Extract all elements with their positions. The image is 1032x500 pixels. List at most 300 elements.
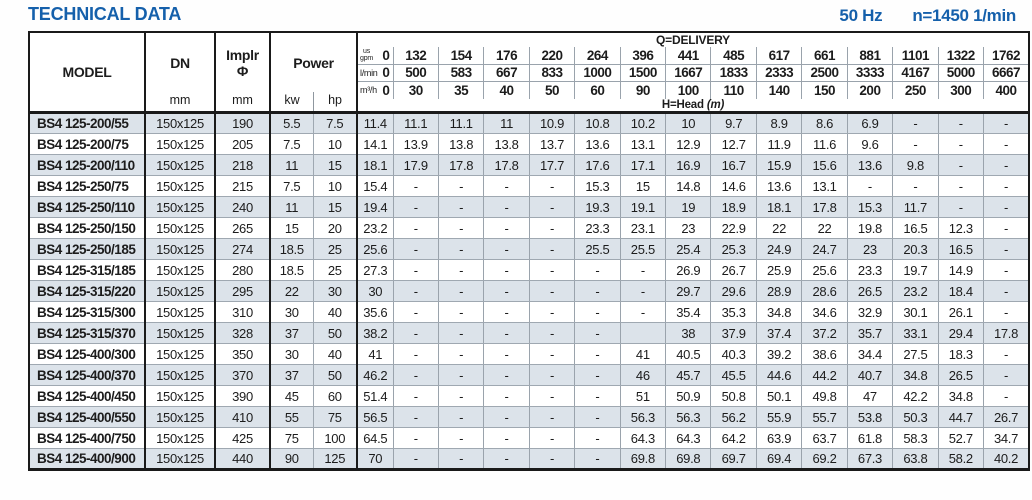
head-cell: - bbox=[393, 449, 438, 470]
head-cell: - bbox=[393, 386, 438, 407]
impeller-header-label: Implr bbox=[226, 46, 259, 63]
kw-cell: 55 bbox=[270, 407, 313, 428]
head-cell: - bbox=[438, 344, 483, 365]
head-cell: - bbox=[393, 176, 438, 197]
head-cell: - bbox=[529, 365, 574, 386]
table-row bbox=[29, 176, 1029, 197]
delivery-col-value: 5000 bbox=[938, 64, 983, 81]
impeller-cell: 205 bbox=[215, 134, 270, 155]
head-cell: 45.7 bbox=[666, 365, 711, 386]
head-cell: 40.3 bbox=[711, 344, 756, 365]
head-cell: 26.7 bbox=[711, 260, 756, 281]
hp-cell: 40 bbox=[313, 344, 357, 365]
head-cell: - bbox=[529, 386, 574, 407]
table-header bbox=[29, 32, 1029, 113]
head-cell: 56.3 bbox=[666, 407, 711, 428]
delivery-col-value: 661 bbox=[802, 47, 847, 64]
head-cell: 26.9 bbox=[666, 260, 711, 281]
model-cell: BS4 125-250/110 bbox=[29, 197, 145, 218]
head-cell: 16.9 bbox=[666, 155, 711, 176]
dn-cell: 150x125 bbox=[145, 134, 215, 155]
head-cell: - bbox=[484, 344, 529, 365]
head-cell: 29.4 bbox=[938, 323, 983, 344]
dn-cell: 150x125 bbox=[145, 386, 215, 407]
head-cell: 25.6 bbox=[357, 239, 393, 260]
head-cell: 56.5 bbox=[357, 407, 393, 428]
head-cell: - bbox=[438, 428, 483, 449]
head-cell: 11.1 bbox=[393, 113, 438, 134]
head-cell: 8.9 bbox=[756, 113, 801, 134]
head-cell: 26.5 bbox=[847, 281, 892, 302]
table-row bbox=[29, 197, 1029, 218]
model-cell: BS4 125-250/75 bbox=[29, 176, 145, 197]
delivery-col-value: 154 bbox=[438, 47, 483, 64]
head-cell: - bbox=[484, 239, 529, 260]
delivery-col-value: 1322 bbox=[938, 47, 983, 64]
delivery-col-value: 833 bbox=[529, 64, 574, 81]
hp-cell: 10 bbox=[313, 176, 357, 197]
delivery-col-value: 300 bbox=[938, 82, 983, 99]
impeller-cell: 350 bbox=[215, 344, 270, 365]
head-cell: 15.4 bbox=[357, 176, 393, 197]
impeller-unit-label: mm bbox=[232, 93, 253, 107]
head-cell: - bbox=[438, 260, 483, 281]
head-cell: - bbox=[393, 365, 438, 386]
head-cell: - bbox=[438, 281, 483, 302]
delivery-col-value: 2333 bbox=[756, 64, 801, 81]
head-cell: 40.2 bbox=[984, 449, 1030, 470]
table-row bbox=[29, 323, 1029, 344]
head-cell: 50.3 bbox=[893, 407, 938, 428]
dn-cell: 150x125 bbox=[145, 113, 215, 134]
delivery-col-value: 60 bbox=[575, 82, 620, 99]
hp-cell: 30 bbox=[313, 281, 357, 302]
head-cell: 37.9 bbox=[711, 323, 756, 344]
hp-cell: 15 bbox=[313, 197, 357, 218]
delivery-col-value: 400 bbox=[984, 82, 1030, 99]
head-cell: - bbox=[575, 386, 620, 407]
delivery-col-value: 132 bbox=[393, 47, 438, 64]
usgpm-unit-label: us gpm bbox=[360, 48, 374, 62]
head-cell: 28.9 bbox=[756, 281, 801, 302]
head-cell: 69.8 bbox=[620, 449, 665, 470]
head-cell: - bbox=[484, 260, 529, 281]
dn-cell: 150x125 bbox=[145, 302, 215, 323]
head-cell: 70 bbox=[357, 449, 393, 470]
head-cell: - bbox=[529, 239, 574, 260]
head-cell: 29.6 bbox=[711, 281, 756, 302]
model-cell: BS4 125-400/900 bbox=[29, 449, 145, 470]
head-cell: 12.3 bbox=[938, 218, 983, 239]
model-cell: BS4 125-400/300 bbox=[29, 344, 145, 365]
head-cell: 64.3 bbox=[666, 428, 711, 449]
head-cell: 41 bbox=[357, 344, 393, 365]
speed-label: n=1450 1/min bbox=[912, 6, 1016, 25]
head-cell: 10.2 bbox=[620, 113, 665, 134]
head-cell: 46 bbox=[620, 365, 665, 386]
head-cell: 35.4 bbox=[666, 302, 711, 323]
delivery-col-value: 264 bbox=[575, 47, 620, 64]
head-cell: - bbox=[529, 260, 574, 281]
head-cell: 26.1 bbox=[938, 302, 983, 323]
head-cell: - bbox=[938, 155, 983, 176]
technical-data-table bbox=[28, 31, 1030, 471]
delivery-col-value: 200 bbox=[847, 82, 892, 99]
model-cell: BS4 125-315/300 bbox=[29, 302, 145, 323]
delivery-col-value: 881 bbox=[847, 47, 892, 64]
head-cell: 33.1 bbox=[893, 323, 938, 344]
head-cell: 16.7 bbox=[711, 155, 756, 176]
head-cell: 19.1 bbox=[620, 197, 665, 218]
table-row bbox=[29, 302, 1029, 323]
delivery-col-value: 35 bbox=[438, 82, 483, 99]
head-cell: 8.6 bbox=[802, 113, 847, 134]
hp-cell: 100 bbox=[313, 428, 357, 449]
impeller-phi-symbol: Φ bbox=[236, 62, 249, 79]
impeller-cell: 215 bbox=[215, 176, 270, 197]
head-cell: 17.1 bbox=[620, 155, 665, 176]
head-cell: - bbox=[575, 281, 620, 302]
head-cell: - bbox=[938, 113, 983, 134]
kw-cell: 22 bbox=[270, 281, 313, 302]
head-cell: - bbox=[393, 239, 438, 260]
delivery-col-value: 110 bbox=[711, 82, 756, 99]
impeller-cell: 410 bbox=[215, 407, 270, 428]
head-cell: 49.8 bbox=[802, 386, 847, 407]
delivery-col-value: 1833 bbox=[711, 64, 756, 81]
head-cell: 15.9 bbox=[756, 155, 801, 176]
head-cell: 67.3 bbox=[847, 449, 892, 470]
dn-header-label: DN bbox=[170, 54, 190, 71]
head-cell: 69.2 bbox=[802, 449, 847, 470]
head-cell: 23.2 bbox=[893, 281, 938, 302]
head-cell: - bbox=[984, 176, 1030, 197]
impeller-cell: 295 bbox=[215, 281, 270, 302]
head-cell: 17.9 bbox=[393, 155, 438, 176]
model-cell: BS4 125-400/550 bbox=[29, 407, 145, 428]
head-cell: 22 bbox=[802, 218, 847, 239]
impeller-cell: 370 bbox=[215, 365, 270, 386]
head-cell: 44.6 bbox=[756, 365, 801, 386]
model-cell: BS4 125-400/370 bbox=[29, 365, 145, 386]
operating-conditions bbox=[839, 6, 1016, 26]
head-cell: 52.7 bbox=[938, 428, 983, 449]
head-cell: - bbox=[529, 407, 574, 428]
table-row bbox=[29, 239, 1029, 260]
head-cell: - bbox=[484, 365, 529, 386]
head-cell: 9.8 bbox=[893, 155, 938, 176]
head-cell: 26.5 bbox=[938, 365, 983, 386]
kw-cell: 37 bbox=[270, 365, 313, 386]
head-cell: 45.5 bbox=[711, 365, 756, 386]
head-cell: 10.8 bbox=[575, 113, 620, 134]
head-cell: 34.8 bbox=[893, 365, 938, 386]
kw-cell: 18.5 bbox=[270, 239, 313, 260]
power-header-label: Power bbox=[293, 54, 334, 71]
head-cell: - bbox=[984, 365, 1030, 386]
kw-cell: 7.5 bbox=[270, 176, 313, 197]
delivery-col-value: 50 bbox=[529, 82, 574, 99]
head-cell: 19.7 bbox=[893, 260, 938, 281]
dn-cell: 150x125 bbox=[145, 365, 215, 386]
lmin-zero-cell bbox=[357, 64, 393, 81]
head-cell: 23.1 bbox=[620, 218, 665, 239]
head-cell: - bbox=[938, 197, 983, 218]
head-cell: 27.3 bbox=[357, 260, 393, 281]
head-cell: - bbox=[984, 197, 1030, 218]
delivery-col-value: 3333 bbox=[847, 64, 892, 81]
head-cell: 44.7 bbox=[938, 407, 983, 428]
head-cell: 69.4 bbox=[756, 449, 801, 470]
delivery-col-value: 441 bbox=[666, 47, 711, 64]
column-header-power bbox=[270, 32, 357, 113]
head-cell: 69.7 bbox=[711, 449, 756, 470]
head-cell: 24.7 bbox=[802, 239, 847, 260]
head-cell: 40.5 bbox=[666, 344, 711, 365]
head-cell: 34.8 bbox=[938, 386, 983, 407]
head-cell: 25.5 bbox=[575, 239, 620, 260]
head-cell: - bbox=[529, 176, 574, 197]
head-cell: 37.2 bbox=[802, 323, 847, 344]
kw-cell: 7.5 bbox=[270, 134, 313, 155]
head-cell: 22 bbox=[756, 218, 801, 239]
m3h-unit-label: m³/h bbox=[360, 85, 377, 96]
delivery-col-value: 1762 bbox=[984, 47, 1030, 64]
impeller-cell: 390 bbox=[215, 386, 270, 407]
kw-cell: 11 bbox=[270, 197, 313, 218]
hp-cell: 25 bbox=[313, 239, 357, 260]
delivery-col-value: 2500 bbox=[802, 64, 847, 81]
head-cell: - bbox=[575, 407, 620, 428]
head-unit-label: H=Head (m) bbox=[357, 99, 1029, 113]
dn-unit-label: mm bbox=[169, 93, 191, 107]
head-cell: - bbox=[893, 113, 938, 134]
head-cell: - bbox=[620, 260, 665, 281]
head-cell: 25.9 bbox=[756, 260, 801, 281]
dn-cell: 150x125 bbox=[145, 197, 215, 218]
kw-cell: 18.5 bbox=[270, 260, 313, 281]
delivery-col-value: 6667 bbox=[984, 64, 1030, 81]
head-cell: - bbox=[529, 281, 574, 302]
head-cell: 34.4 bbox=[847, 344, 892, 365]
head-cell: 18.3 bbox=[938, 344, 983, 365]
head-cell: - bbox=[393, 344, 438, 365]
head-cell: 56.2 bbox=[711, 407, 756, 428]
head-cell: 19.8 bbox=[847, 218, 892, 239]
head-cell: 18.1 bbox=[756, 197, 801, 218]
hp-cell: 15 bbox=[313, 155, 357, 176]
head-cell: - bbox=[529, 302, 574, 323]
head-cell: 58.2 bbox=[938, 449, 983, 470]
head-cell: - bbox=[438, 365, 483, 386]
delivery-col-value: 100 bbox=[666, 82, 711, 99]
impeller-cell: 274 bbox=[215, 239, 270, 260]
head-cell: 17.6 bbox=[575, 155, 620, 176]
head-cell: 13.1 bbox=[620, 134, 665, 155]
head-cell: 24.9 bbox=[756, 239, 801, 260]
head-cell: 17.7 bbox=[529, 155, 574, 176]
head-cell: 35.6 bbox=[357, 302, 393, 323]
hp-cell: 10 bbox=[313, 134, 357, 155]
head-cell: - bbox=[575, 344, 620, 365]
head-cell: 14.1 bbox=[357, 134, 393, 155]
head-cell: - bbox=[575, 260, 620, 281]
head-cell: 53.8 bbox=[847, 407, 892, 428]
head-cell: 37.4 bbox=[756, 323, 801, 344]
m3h-zero-value: 0 bbox=[382, 82, 390, 98]
head-cell: 16.5 bbox=[938, 239, 983, 260]
delivery-col-value: 1667 bbox=[666, 64, 711, 81]
head-cell: - bbox=[984, 386, 1030, 407]
head-cell: 17.8 bbox=[438, 155, 483, 176]
head-cell: - bbox=[438, 218, 483, 239]
head-cell: - bbox=[484, 218, 529, 239]
model-cell: BS4 125-250/150 bbox=[29, 218, 145, 239]
delivery-col-value: 396 bbox=[620, 47, 665, 64]
head-cell: - bbox=[575, 449, 620, 470]
column-header-dn bbox=[145, 32, 215, 113]
head-cell: - bbox=[575, 365, 620, 386]
head-cell: - bbox=[393, 407, 438, 428]
head-cell: - bbox=[938, 134, 983, 155]
dn-cell: 150x125 bbox=[145, 155, 215, 176]
head-cell: 47 bbox=[847, 386, 892, 407]
m3h-zero-cell bbox=[357, 82, 393, 99]
table-row bbox=[29, 344, 1029, 365]
delivery-col-value: 485 bbox=[711, 47, 756, 64]
table-row bbox=[29, 428, 1029, 449]
head-cell: - bbox=[938, 176, 983, 197]
head-cell: 27.5 bbox=[893, 344, 938, 365]
head-cell: - bbox=[575, 323, 620, 344]
head-cell: - bbox=[847, 176, 892, 197]
kw-cell: 75 bbox=[270, 428, 313, 449]
model-cell: BS4 125-200/55 bbox=[29, 113, 145, 134]
head-cell: - bbox=[529, 323, 574, 344]
column-header-model bbox=[29, 32, 145, 113]
usgpm-zero-cell bbox=[357, 47, 393, 64]
dn-cell: 150x125 bbox=[145, 281, 215, 302]
delivery-col-value: 4167 bbox=[893, 64, 938, 81]
usgpm-zero-value: 0 bbox=[382, 48, 390, 64]
head-cell: - bbox=[484, 386, 529, 407]
table-row bbox=[29, 218, 1029, 239]
table-row bbox=[29, 260, 1029, 281]
head-cell: 13.6 bbox=[575, 134, 620, 155]
head-cell: - bbox=[984, 344, 1030, 365]
kw-cell: 37 bbox=[270, 323, 313, 344]
head-cell: 28.6 bbox=[802, 281, 847, 302]
delivery-col-value: 220 bbox=[529, 47, 574, 64]
hp-cell: 25 bbox=[313, 260, 357, 281]
head-cell: 11 bbox=[484, 113, 529, 134]
dn-cell: 150x125 bbox=[145, 239, 215, 260]
kw-cell: 30 bbox=[270, 344, 313, 365]
head-cell: - bbox=[984, 134, 1030, 155]
head-cell: 64.2 bbox=[711, 428, 756, 449]
head-cell: - bbox=[984, 260, 1030, 281]
head-cell: 9.7 bbox=[711, 113, 756, 134]
delivery-col-value: 176 bbox=[484, 47, 529, 64]
head-cell: 39.2 bbox=[756, 344, 801, 365]
head-cell: 69.8 bbox=[666, 449, 711, 470]
head-cell: - bbox=[984, 155, 1030, 176]
head-cell: 13.1 bbox=[802, 176, 847, 197]
head-cell: - bbox=[393, 260, 438, 281]
head-cell: 16.5 bbox=[893, 218, 938, 239]
kw-cell: 5.5 bbox=[270, 113, 313, 134]
head-cell: 58.3 bbox=[893, 428, 938, 449]
head-cell: 11.4 bbox=[357, 113, 393, 134]
head-cell: 56.3 bbox=[620, 407, 665, 428]
lmin-unit-label: l/min bbox=[360, 67, 378, 78]
head-cell: 34.7 bbox=[984, 428, 1030, 449]
head-cell: - bbox=[529, 449, 574, 470]
head-cell: 50.1 bbox=[756, 386, 801, 407]
kw-cell: 30 bbox=[270, 302, 313, 323]
head-cell: 38 bbox=[666, 323, 711, 344]
head-cell: 51.4 bbox=[357, 386, 393, 407]
table-row bbox=[29, 281, 1029, 302]
dn-cell: 150x125 bbox=[145, 260, 215, 281]
impeller-cell: 310 bbox=[215, 302, 270, 323]
head-cell: - bbox=[393, 281, 438, 302]
head-cell: 14.8 bbox=[666, 176, 711, 197]
head-cell: 14.6 bbox=[711, 176, 756, 197]
head-cell: 10 bbox=[666, 113, 711, 134]
head-cell: - bbox=[438, 239, 483, 260]
head-cell: 25.5 bbox=[620, 239, 665, 260]
head-cell: 18.4 bbox=[938, 281, 983, 302]
head-cell: - bbox=[438, 386, 483, 407]
head-cell: 19.3 bbox=[575, 197, 620, 218]
head-cell: 13.6 bbox=[847, 155, 892, 176]
head-cell: 64.3 bbox=[620, 428, 665, 449]
delivery-col-value: 90 bbox=[620, 82, 665, 99]
head-cell: 63.7 bbox=[802, 428, 847, 449]
head-cell: - bbox=[393, 218, 438, 239]
delivery-col-value: 150 bbox=[802, 82, 847, 99]
head-cell: 17.8 bbox=[484, 155, 529, 176]
impeller-cell: 218 bbox=[215, 155, 270, 176]
table-row bbox=[29, 155, 1029, 176]
head-cell: - bbox=[620, 281, 665, 302]
table-row bbox=[29, 449, 1029, 470]
head-cell: - bbox=[484, 449, 529, 470]
head-cell: - bbox=[438, 176, 483, 197]
head-cell: - bbox=[393, 428, 438, 449]
impeller-cell: 280 bbox=[215, 260, 270, 281]
table-body bbox=[29, 113, 1029, 470]
head-cell: 41 bbox=[620, 344, 665, 365]
head-cell: 19.4 bbox=[357, 197, 393, 218]
head-cell: - bbox=[984, 218, 1030, 239]
head-cell: 23 bbox=[847, 239, 892, 260]
table-row bbox=[29, 407, 1029, 428]
table-row bbox=[29, 365, 1029, 386]
head-cell: 6.9 bbox=[847, 113, 892, 134]
head-cell: - bbox=[529, 344, 574, 365]
head-cell: 30.1 bbox=[893, 302, 938, 323]
head-cell: 30 bbox=[357, 281, 393, 302]
hp-cell: 40 bbox=[313, 302, 357, 323]
dn-cell: 150x125 bbox=[145, 428, 215, 449]
table-row bbox=[29, 113, 1029, 134]
head-cell: 40.7 bbox=[847, 365, 892, 386]
head-cell: - bbox=[984, 302, 1030, 323]
head-cell: - bbox=[393, 197, 438, 218]
head-cell: - bbox=[575, 302, 620, 323]
